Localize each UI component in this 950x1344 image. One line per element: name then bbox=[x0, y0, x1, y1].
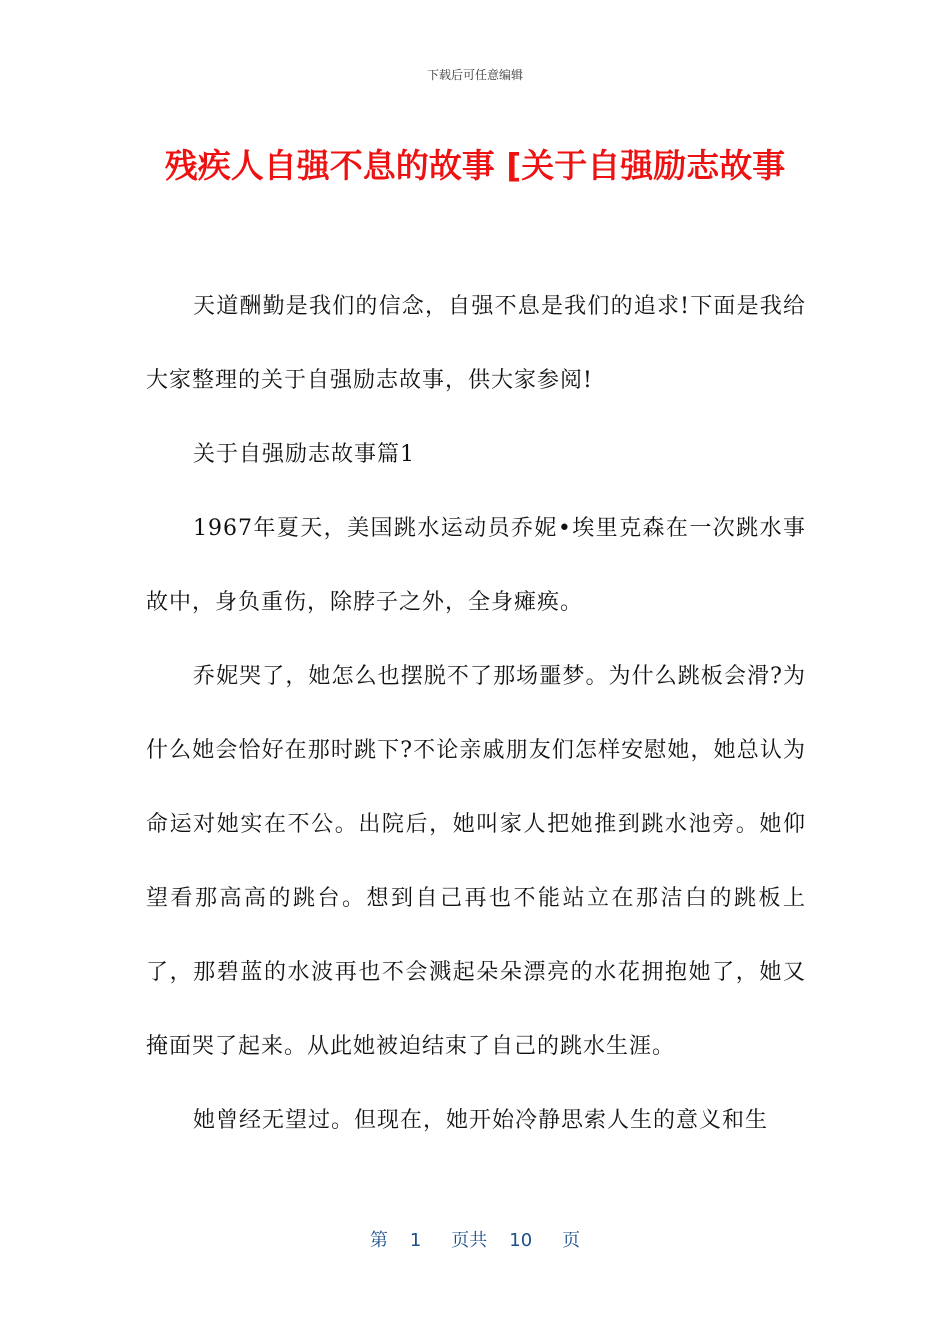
document-body bbox=[146, 270, 806, 1158]
paragraph-story-2: 乔妮哭了，她怎么也摆脱不了那场噩梦。为什么跳板会滑?为什么她会恰好在那时跳下?不论亲戚朋友们怎样安慰她，她总认为命运对她实在不公。出院后，她叫家人把她推到跳水池旁。她仰望看那高高的跳台。想到自己再也不能站立在那洁白的跳板上了，那碧蓝的水波再也不会溅起朵朵漂亮的水花拥抱她了，她又掩面哭了起来。从此她被迫结束了自己的跳水生涯。 bbox=[146, 664, 807, 1059]
paragraph-intro: 天道酬勤是我们的信念，自强不息是我们的追求!下面是我给大家整理的关于自强励志故事，供大家参阅! bbox=[146, 294, 806, 393]
section-heading: 关于自强励志故事篇1 bbox=[193, 442, 415, 467]
footer-page-number: 1 bbox=[409, 1230, 422, 1251]
document-title: 残疾人自强不息的故事 [关于自强励志故事 bbox=[164, 146, 786, 185]
footer-suffix: 页 bbox=[562, 1230, 581, 1251]
paragraph-story-1: 1967年夏天，美国跳水运动员乔妮•埃里克森在一次跳水事故中，身负重伤，除脖子之外，全身瘫痪。 bbox=[146, 516, 806, 615]
header-note: 下载后可任意编辑 bbox=[426, 68, 523, 82]
footer-prefix: 第 bbox=[369, 1230, 388, 1251]
footer-total-pages: 10 bbox=[509, 1230, 533, 1251]
paragraph-story-3: 她曾经无望过。但现在，她开始冷静思索人生的意义和生 bbox=[193, 1108, 769, 1133]
page-footer bbox=[0, 1226, 950, 1252]
footer-middle: 页共 bbox=[451, 1230, 488, 1251]
